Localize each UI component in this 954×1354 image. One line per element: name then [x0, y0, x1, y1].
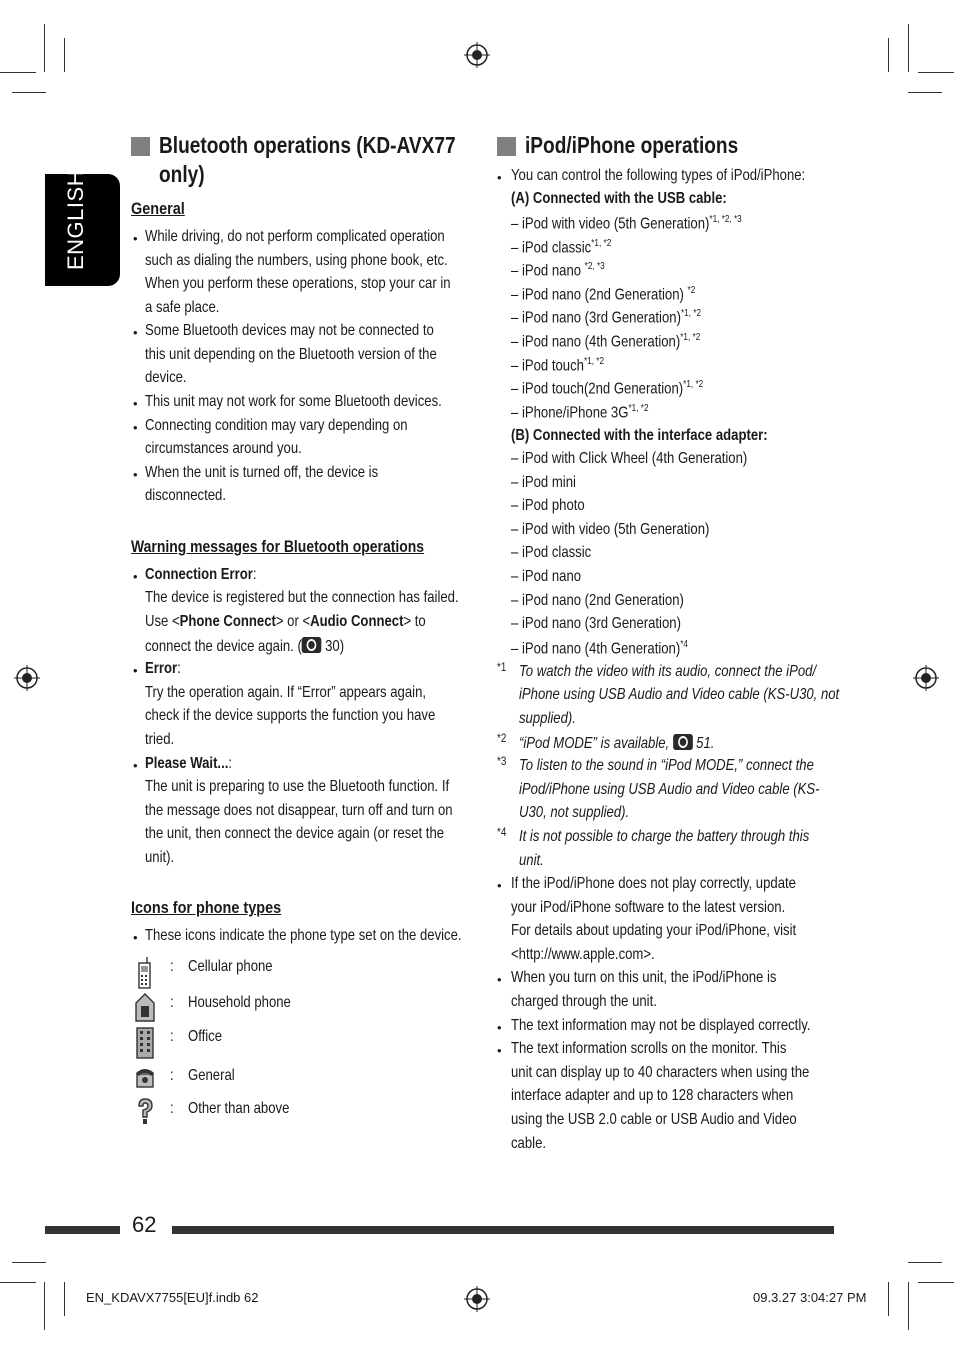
wait-line: the message does not disappear, turn off and turn on — [145, 802, 453, 819]
model-item: – iPod touch$^{*1, *2}$ — [511, 355, 605, 374]
crop-mark — [12, 92, 46, 93]
footnote-line: supplied). — [519, 710, 576, 727]
ipod-title: iPod/iPhone operations — [525, 132, 739, 158]
footnote-line: “iPod MODE” is available, 51. — [519, 735, 715, 752]
crop-mark — [0, 1282, 36, 1283]
question-icon — [135, 1098, 155, 1126]
general-line: This unit may not work for some Bluetooth devices. — [145, 393, 442, 410]
icon-label: Office — [188, 1028, 223, 1045]
registration-mark-icon — [464, 1286, 490, 1312]
footnote-mark: *2 — [497, 731, 507, 745]
page-number: 62 — [132, 1212, 157, 1237]
language-tab — [45, 169, 120, 286]
note-line: <http://www.apple.com>. — [511, 945, 655, 963]
note-line: For details about updating your iPod/iPhone, visit — [511, 922, 797, 940]
footnote-mark: *4 — [497, 825, 507, 839]
icon-colon: : — [170, 1100, 174, 1117]
registration-mark-icon — [913, 665, 939, 691]
crop-mark — [0, 72, 36, 73]
bullet: • — [133, 663, 138, 678]
footnote-line: iPhone using USB Audio and Video cable (KS-U30, not — [519, 686, 840, 703]
icon-colon: : — [170, 994, 174, 1011]
footnote-line: iPod/iPhone using USB Audio and Video cable (KS- — [519, 781, 820, 798]
footnote-line: To listen to the sound in “iPod MODE,” connect the — [519, 757, 814, 774]
model-item: – iPod nano (3rd Generation) — [511, 615, 681, 633]
conn-error-title: Connection Error: — [145, 566, 257, 583]
error-title: Error: — [145, 660, 181, 677]
icon-colon: : — [170, 1028, 174, 1045]
footer-date: 09.3.27 3:04:27 PM — [753, 1290, 867, 1305]
group-b-heading: (B) Connected with the interface adapter: — [511, 427, 768, 444]
general-line: device. — [145, 369, 187, 386]
note-line: using the USB 2.0 cable or USB Audio and Video — [511, 1111, 797, 1128]
general-line: When you perform these operations, stop your car in — [145, 275, 451, 292]
wait-title: Please Wait...: — [145, 755, 233, 772]
crop-mark — [64, 38, 65, 72]
wait-line: the unit, then connect the device again (or reset the — [145, 825, 445, 842]
crop-mark — [918, 1282, 954, 1283]
note-line: charged through the unit. — [511, 993, 657, 1010]
page-bar-left — [45, 1226, 120, 1234]
model-item: – iPod with video (5th Generation)$^{*1, *2, *3}$ — [511, 214, 742, 233]
ipod-intro: You can control the following types of iPod/iPhone: — [511, 167, 806, 184]
model-item: – iPod classic — [511, 544, 592, 562]
crop-mark — [44, 24, 45, 72]
footnote-line: unit. — [519, 852, 544, 869]
office-icon — [136, 1027, 154, 1059]
footnote-line: It is not possible to charge the battery through this — [519, 828, 810, 845]
footnote-mark: *3 — [497, 754, 507, 768]
general-line: circumstances around you. — [145, 440, 302, 457]
model-item: – iPod nano (4th Generation)$^{*4}$ — [511, 638, 688, 658]
group-a-heading: (A) Connected with the USB cable: — [511, 190, 727, 207]
bullet: • — [133, 569, 138, 584]
general-line: While driving, do not perform complicated operation — [145, 228, 445, 245]
footnote-mark: *1 — [497, 660, 507, 674]
language-tab-label: ENGLISH — [63, 169, 88, 270]
magnifier-icon — [302, 637, 322, 653]
section-marker — [131, 137, 150, 156]
section-marker — [497, 137, 516, 156]
cellular-phone-icon — [137, 957, 153, 989]
general-line: this unit depending on the Bluetooth version of the — [145, 346, 437, 363]
bullet: • — [133, 420, 138, 435]
general-heading: General — [131, 199, 185, 218]
error-line: check if the device supports the function you have — [145, 707, 436, 724]
general-line: When the unit is turned off, the device is — [145, 464, 379, 481]
page-bar-right — [172, 1226, 834, 1234]
model-item: – iPod with video (5th Generation) — [511, 520, 710, 538]
warning-heading: Warning messages for Bluetooth operations — [131, 537, 425, 556]
bullet: • — [497, 1019, 502, 1035]
bullet: • — [133, 467, 138, 482]
note-line: unit can display up to 40 characters when using the — [511, 1063, 810, 1081]
conn-error-line: Use <Phone Connect> or <Audio Connect> to — [145, 613, 426, 630]
model-item: – iPod touch(2nd Generation)$^{*1, *2}$ — [511, 379, 704, 398]
crop-mark — [888, 38, 889, 72]
footnote-line: To watch the video with its audio, connect the iPod/ — [519, 663, 817, 680]
wait-line: unit). — [145, 849, 175, 866]
crop-mark — [64, 1282, 65, 1316]
registration-mark-icon — [14, 665, 40, 691]
crop-mark — [908, 24, 909, 72]
crop-mark — [888, 1282, 889, 1316]
model-item: – iPod nano $^{*2, *3}$ — [511, 261, 605, 280]
note-line: your iPod/iPhone software to the latest version. — [511, 898, 786, 916]
model-item: – iPod mini — [511, 473, 576, 491]
bullet: • — [133, 231, 138, 246]
icon-label: Other than above — [188, 1100, 290, 1117]
note-line: The text information may not be displayed correctly. — [511, 1016, 811, 1034]
general-line: such as dialing the numbers, using phone book, etc. — [145, 252, 448, 269]
bullet: • — [133, 325, 138, 340]
note-line: If the iPod/iPhone does not play correctly, update — [511, 875, 796, 892]
icons-intro: These icons indicate the phone type set on the device. — [145, 927, 462, 944]
crop-mark — [918, 72, 954, 73]
general-phone-icon — [135, 1067, 155, 1089]
bullet: • — [133, 930, 138, 945]
note-line: The text information scrolls on the monitor. This — [511, 1040, 787, 1058]
model-item: – iPod with Click Wheel (4th Generation) — [511, 450, 748, 467]
bullet: • — [133, 396, 138, 411]
model-item: – iPod nano — [511, 568, 582, 585]
model-item: – iPod nano (3rd Generation)$^{*1, *2}$ — [511, 308, 702, 327]
general-line: disconnected. — [145, 487, 226, 504]
footnote-line: U30, not supplied). — [519, 804, 630, 821]
error-line: tried. — [145, 731, 175, 748]
bluetooth-title-line2: only) — [159, 161, 205, 187]
general-line: Some Bluetooth devices may not be connected to — [145, 322, 434, 339]
icon-label: Household phone — [188, 994, 291, 1011]
icon-label: Cellular phone — [188, 958, 273, 975]
registration-mark-icon — [464, 42, 490, 68]
model-item: – iPod photo — [511, 497, 585, 515]
model-item: – iPod classic$^{*1, *2}$ — [511, 237, 612, 256]
conn-error-line: connect the device again. ( 30) — [145, 638, 345, 655]
wait-line: The unit is preparing to use the Bluetooth function. If — [145, 778, 450, 795]
icons-heading: Icons for phone types — [131, 898, 282, 917]
icon-colon: : — [170, 1067, 174, 1084]
model-item: – iPod nano (2nd Generation) $^{*2}$ — [511, 284, 696, 304]
model-item: – iPod nano (4th Generation)$^{*1, *2}$ — [511, 332, 701, 351]
bluetooth-title-line1: Bluetooth operations (KD-AVX77 — [159, 132, 456, 158]
error-line: Try the operation again. If “Error” appears again, — [145, 684, 427, 701]
footer-file: EN_KDAVX7755[EU]f.indb 62 — [86, 1290, 259, 1305]
bullet: • — [133, 758, 138, 773]
crop-mark — [908, 1282, 909, 1330]
model-item: – iPod nano (2nd Generation) — [511, 591, 684, 609]
crop-mark — [12, 1262, 46, 1263]
note-line: interface adapter and up to 128 characters when — [511, 1087, 794, 1105]
magnifier-icon — [673, 734, 693, 750]
icon-label: General — [188, 1067, 235, 1084]
crop-mark — [908, 92, 942, 93]
bullet: • — [497, 878, 502, 893]
note-line: cable. — [511, 1134, 547, 1152]
crop-mark — [44, 1282, 45, 1330]
general-line: Connecting condition may vary depending on — [145, 417, 408, 434]
bullet: • — [497, 170, 502, 185]
bullet: • — [497, 972, 502, 988]
household-phone-icon — [135, 992, 155, 1022]
conn-error-line: The device is registered but the connection has failed. — [145, 589, 459, 606]
note-line: When you turn on this unit, the iPod/iPhone is — [511, 969, 777, 987]
icon-colon: : — [170, 958, 174, 975]
general-line: a safe place. — [145, 299, 220, 316]
bullet: • — [497, 1043, 502, 1059]
crop-mark — [908, 1262, 942, 1263]
model-item: – iPhone/iPhone $3G^{*1, *2}$ — [511, 402, 649, 422]
